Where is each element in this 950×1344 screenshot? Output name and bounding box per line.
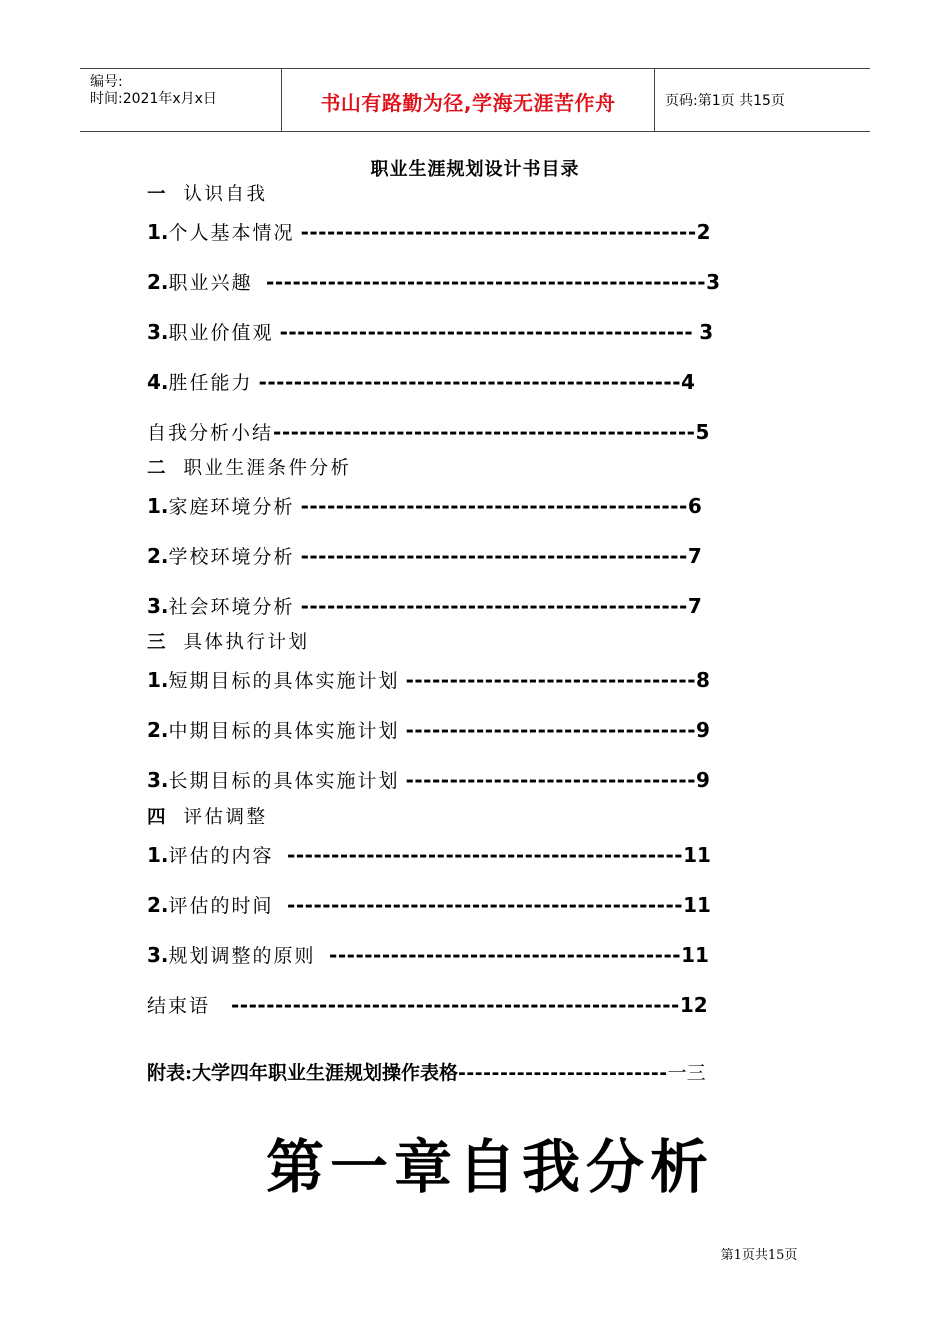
entry-page: 4 <box>681 370 695 394</box>
appendix-page: 一三 <box>667 1062 706 1084</box>
entry-page: 7 <box>687 594 702 618</box>
entry-page: 3 <box>706 270 721 294</box>
entry-number: 1. <box>147 494 169 518</box>
entry-number: 3. <box>147 943 169 967</box>
section-number: 三 <box>147 632 166 653</box>
entry-title: 规划调整的原则 <box>168 945 316 967</box>
motto-text: 书山有路勤为径,学海无涯苦作舟 <box>320 91 616 115</box>
section-title: 认识自我 <box>183 184 268 205</box>
leader-dashes: -------------------------------------------- <box>300 494 688 518</box>
date-label: 时间:2021年x月x日 <box>90 91 217 107</box>
section-number: 二 <box>147 458 166 479</box>
entry-number: 3. <box>147 320 169 344</box>
toc-entry[interactable] <box>147 268 720 295</box>
leader-dashes: --------------------------------- <box>405 768 697 792</box>
entry-number: 4. <box>147 370 169 394</box>
serial-number-label: 编号: <box>90 74 123 90</box>
entry-page: 11 <box>683 893 711 917</box>
toc-entry[interactable] <box>147 318 713 345</box>
entry-title: 社会环境分析 <box>168 596 295 618</box>
entry-page: 12 <box>679 993 708 1017</box>
toc-entry[interactable] <box>147 891 711 918</box>
section-number: 一 <box>147 184 166 205</box>
entry-number: 3. <box>147 768 169 792</box>
toc-section-heading <box>147 180 268 206</box>
toc-entry[interactable] <box>147 418 709 445</box>
toc-entry[interactable] <box>147 716 710 743</box>
leader-dashes: --------------------------------------------- <box>279 893 684 917</box>
entry-number: 2. <box>147 893 169 917</box>
entry-number: 2. <box>147 718 169 742</box>
section-title: 职业生涯条件分析 <box>183 458 352 479</box>
section-title: 评估调整 <box>183 807 268 828</box>
entry-number: 1. <box>147 220 169 244</box>
entry-page: 2 <box>696 220 711 244</box>
entry-title: 个人基本情况 <box>168 222 295 244</box>
toc-entry[interactable] <box>147 841 711 868</box>
entry-page: 3 <box>699 320 714 344</box>
section-number: 四 <box>147 807 166 828</box>
leader-dashes: --------------------------------------------------- <box>216 993 680 1017</box>
appendix-title: 附表:大学四年职业生涯规划操作表格 <box>147 1062 459 1084</box>
toc-entry[interactable] <box>147 218 711 245</box>
entry-title: 职业价值观 <box>168 322 274 344</box>
entry-title: 短期目标的具体实施计划 <box>168 670 400 692</box>
entry-page: 9 <box>696 768 710 792</box>
leader-dashes: ----------------------------------------------- <box>279 320 694 344</box>
entry-title: 评估的时间 <box>168 895 274 917</box>
leader-dashes: --------------------------------- <box>405 718 697 742</box>
leader-dashes: -------------------------------------------- <box>300 544 688 568</box>
entry-title: 胜任能力 <box>168 372 253 394</box>
entry-number: 1. <box>147 843 169 867</box>
toc-entry[interactable] <box>147 941 709 968</box>
leader-dashes: -------------------------------------------- <box>300 594 688 618</box>
toc-appendix-entry[interactable] <box>147 1058 706 1085</box>
toc-section-heading <box>147 454 352 480</box>
toc-entry[interactable] <box>147 592 702 619</box>
chapter-title: 第一章自我分析 <box>265 1133 714 1201</box>
entry-page: 11 <box>681 943 709 967</box>
toc-section-heading <box>147 803 268 829</box>
leader-dashes: --------------------------------------------- <box>279 843 684 867</box>
entry-title: 中期目标的具体实施计划 <box>168 720 400 742</box>
leader-dashes: ------------------------------------------------ <box>273 420 696 444</box>
toc-entry[interactable] <box>147 666 710 693</box>
page-footer: 第1页共15页 <box>720 1248 798 1263</box>
toc-entry[interactable] <box>147 991 708 1018</box>
section-title: 具体执行计划 <box>183 632 310 653</box>
entry-page: 11 <box>683 843 711 867</box>
leader-dashes: --------------------------------------------- <box>300 220 697 244</box>
entry-title: 结束语 <box>147 995 211 1017</box>
header-info-cell <box>80 69 282 131</box>
entry-page: 5 <box>695 420 710 444</box>
leader-dashes: -------------------------------------------------- <box>258 270 707 294</box>
entry-title: 学校环境分析 <box>168 546 295 568</box>
entry-title: 长期目标的具体实施计划 <box>168 770 400 792</box>
header-motto-cell <box>282 69 655 131</box>
entry-number: 1. <box>147 668 169 692</box>
header-page-cell <box>655 69 870 131</box>
leader-dashes: ---------------------------------------- <box>321 943 682 967</box>
entry-title: 自我分析小结 <box>147 422 274 444</box>
toc-title: 职业生涯规划设计书目录 <box>370 159 580 180</box>
leader-dashes: ------------------------------------------------ <box>258 370 682 394</box>
toc-entry[interactable] <box>147 542 702 569</box>
toc-section-heading <box>147 628 310 654</box>
entry-title: 职业兴趣 <box>168 272 253 294</box>
leader-dashes: --------------------------------- <box>405 668 697 692</box>
page-header <box>80 68 870 132</box>
page-number-label: 页码:第1页 共15页 <box>665 93 785 109</box>
entry-page: 9 <box>696 718 710 742</box>
toc-entry[interactable] <box>147 766 710 793</box>
entry-page: 8 <box>696 668 710 692</box>
entry-number: 2. <box>147 270 169 294</box>
entry-page: 7 <box>687 544 702 568</box>
toc-entry[interactable] <box>147 492 702 519</box>
entry-number: 2. <box>147 544 169 568</box>
entry-page: 6 <box>687 494 702 518</box>
toc-entry[interactable] <box>147 368 695 395</box>
leader-dashes: ------------------------- <box>458 1062 668 1084</box>
entry-number: 3. <box>147 594 169 618</box>
entry-title: 家庭环境分析 <box>168 496 295 518</box>
entry-title: 评估的内容 <box>168 845 274 867</box>
